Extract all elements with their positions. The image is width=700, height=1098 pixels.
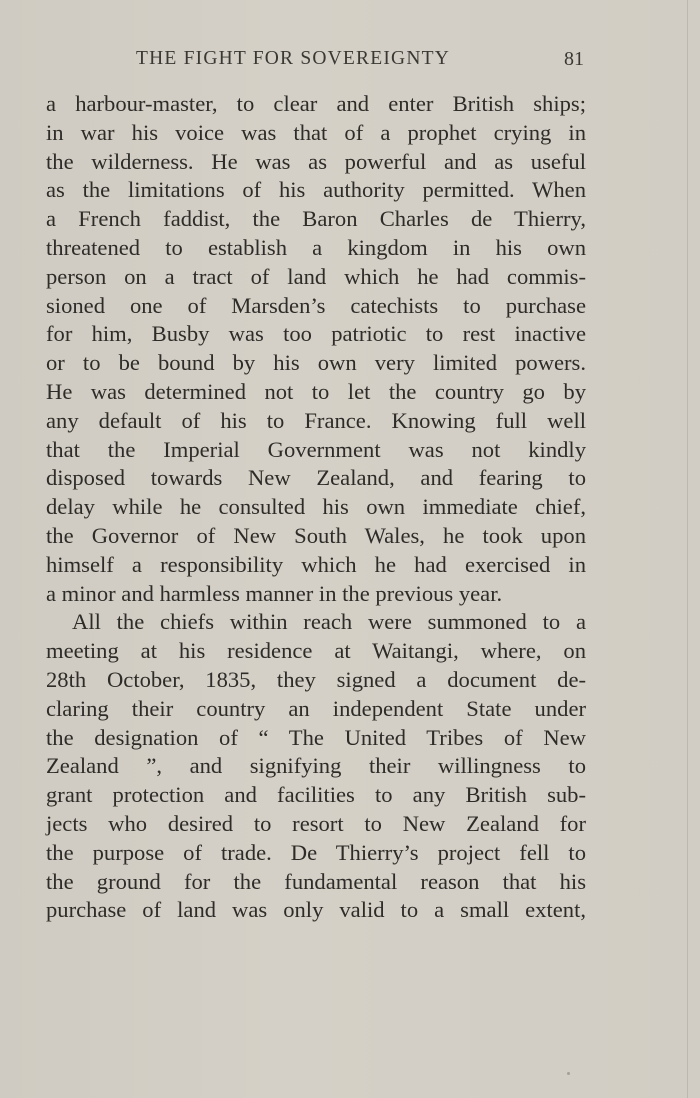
text-line: threatened to establish a kingdom in his own [46, 234, 586, 260]
text-line: for him, Busby was too patriotic to rest inactive [46, 321, 586, 347]
text-line: sioned one of Marsden’s catechists to purchase [46, 292, 586, 318]
text-line: the wilderness. He was as powerful and as useful [46, 148, 586, 174]
text-line: 28th October, 1835, they signed a document de- [46, 666, 586, 692]
text-line: purchase of land was only valid to a small extent, [46, 897, 586, 923]
page-header [46, 48, 586, 76]
page-edge [687, 0, 688, 1098]
body-text [46, 90, 586, 925]
text-line: that the Imperial Government was not kindly [46, 436, 586, 462]
text-line: any default of his to France. Knowing full well [46, 407, 586, 433]
text-line: the Governor of New South Wales, he took upon [46, 522, 586, 548]
text-line: jects who desired to resort to New Zealand for [46, 810, 586, 836]
text-line: or to be bound by his own very limited powers. [46, 350, 586, 376]
text-line: the ground for the fundamental reason that his [46, 868, 586, 894]
paragraph-first-line: All the chiefs within reach were summoned to a [72, 609, 586, 635]
text-line: the purpose of trade. De Thierry’s project fell to [46, 839, 586, 865]
text-line: grant protection and facilities to any British sub- [46, 782, 586, 808]
text-line: delay while he consulted his own immediate chief, [46, 494, 586, 520]
running-head: THE FIGHT FOR SOVEREIGNTY [136, 48, 451, 69]
text-line: He was determined not to let the country go by [46, 378, 586, 404]
text-line: disposed towards New Zealand, and fearing to [46, 465, 586, 491]
text-line: a minor and harmless manner in the previous year. [46, 580, 503, 606]
text-line: claring their country an independent State under [46, 695, 586, 721]
text-line: a French faddist, the Baron Charles de Thierry, [46, 206, 586, 232]
text-line: a harbour-master, to clear and enter British ships; [46, 91, 586, 116]
text-line: as the limitations of his authority permitted. When [46, 177, 586, 203]
text-line: Zealand ”, and signifying their willingness to [46, 753, 586, 779]
text-line: himself a responsibility which he had exercised in [46, 551, 586, 577]
text-line: person on a tract of land which he had commis- [46, 263, 586, 289]
paper-speck [567, 1072, 570, 1075]
text-line: meeting at his residence at Waitangi, where, on [46, 638, 586, 664]
text-line: in war his voice was that of a prophet crying in [46, 119, 586, 145]
text-line: the designation of “ The United Tribes of New [46, 724, 586, 750]
page-number: 81 [564, 48, 584, 70]
